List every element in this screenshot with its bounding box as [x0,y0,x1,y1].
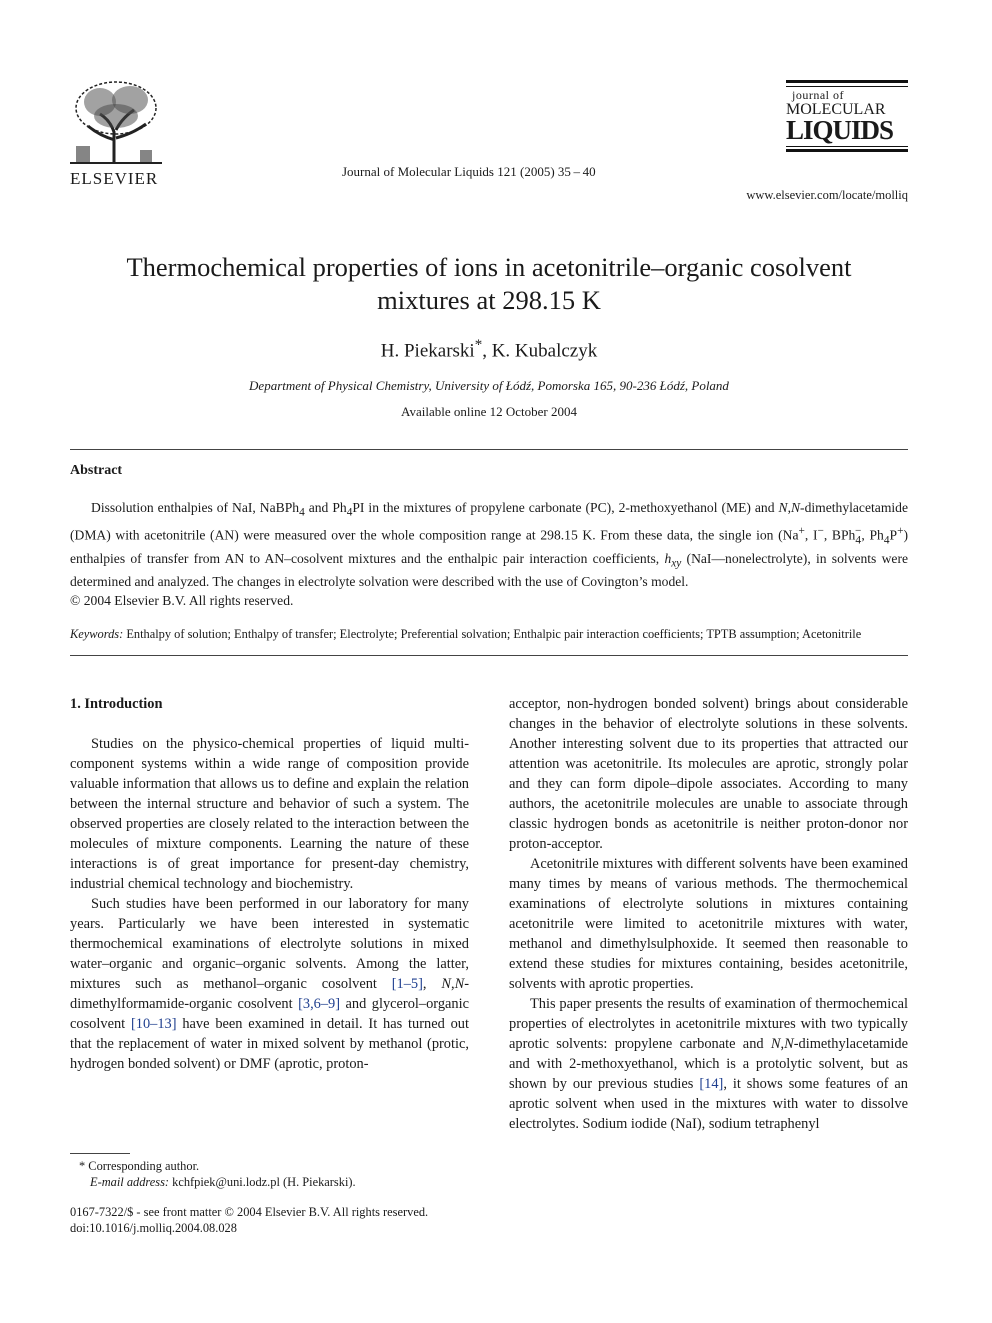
email-label: E-mail address: [90,1175,170,1189]
section-heading-introduction: 1. Introduction [70,696,163,712]
citation-link[interactable]: [3,6–9] [298,996,341,1012]
author-1[interactable]: H. Piekarski [380,340,475,362]
footnote [70,1158,469,1190]
keywords [70,627,908,642]
intro-paragraph-3: Acetonitrile mixtures with different solvents have been examined many times by means of various methods. The thermochemical examinations of electrolyte solutions in mixtures containing acetonitrile were limited to acetonitrile mixtures with water, methanol and dimethylsulphoxide. It seemed then reasonable to extend these studies for mixtures containing, besides acetonitrile, solvents with aprotic properties. [509,856,908,992]
front-matter [70,1204,490,1236]
available-online: Available online 12 October 2004 [401,404,577,419]
column-left [70,694,469,1074]
doi-line[interactable]: doi:10.1016/j.molliq.2004.08.028 [70,1221,237,1235]
keywords-list: Enthalpy of solution; Enthalpy of transfer; Electrolyte; Preferential solvation; Enthalpic pair interaction coefficients; TPTB assumption; Acetonitrile [123,627,862,641]
abstract-paragraph: Dissolution enthalpies of NaI, NaBPh$_4$ and $Ph_4PI$ in the mixtures of propylene carbonate (PC), 2-methoxyethanol (ME) and N,N-dimethylacetamide (DMA) with acetonitrile (AN) were measured over the whole composition range at 298.15 K. From these data, the single ion (Na+, I−, BPh$_4$−, $Ph_4P^+$) enthalpies of transfer from AN to AN–cosolvent mixtures and the enthalpic pair interaction coefficients, $h_{xy}$ (NaI—nonelectrolyte), in solvents were determined and analyzed. The changes in electrolyte solvation were described with the use of Covington’s model. [70,500,908,590]
citation-link[interactable]: [14] [699,1076,724,1092]
divider-bottom [70,655,908,656]
abstract-copyright: © 2004 Elsevier B.V. All rights reserved. [70,593,294,609]
footnote-rule [70,1153,130,1154]
intro-paragraph-4: This paper presents the results of examination of thermochemical properties of electrolytes in acetonitrile mixtures with two typically aprotic solvents: propylene carbonate and N,N-dimethylacetamide and with 2-methoxyethanol, which is a protolytic solvent, but as shown by our previous studies [14], it shows some features of an aprotic solvent when used in the mixtures with water to dissolve electrolytes. Sodium iodide (NaI), sodium tetraphenyl [509,996,908,1132]
footnote-mark: * [79,1159,86,1173]
elsevier-tree-icon [70,80,162,164]
journal-logo-line1: journal of [792,88,844,102]
journal-citation: Journal of Molecular Liquids 121 (2005) 35 – 40 [342,164,596,179]
author-2[interactable]: K. Kubalczyk [491,340,598,362]
title-line-1: Thermochemical properties of ions in acetonitrile–organic cosolvent [126,252,852,282]
publisher-name: ELSEVIER [70,169,159,188]
affiliation: Department of Physical Chemistry, University of Łódź, Pomorska 165, 90-236 Łódź, Poland [249,378,729,393]
journal-logo-line2: MOLECULAR [786,101,886,118]
citation-link[interactable]: [1–5] [391,976,423,992]
email-address[interactable]: kchfpiek@uni.lodz.pl (H. Piekarski). [169,1175,356,1189]
column-right [509,694,908,1134]
journal-url[interactable]: www.elsevier.com/locate/molliq [746,188,908,202]
citation-link[interactable]: [10–13] [130,1016,177,1032]
intro-paragraph-1: Studies on the physico-chemical properties of liquid multi-component systems within a wide range of composition provide valuable information that allows us to define and explain the relation between the internal structure and behavior of such a system. The observed properties are closely related to the interaction between the molecules of mixture components. Learning the nature of these interactions is of great importance for present-day chemistry, industrial chemical technology and biochemistry. [70,736,469,892]
abstract-heading: Abstract [70,463,123,478]
corresponding-author-note: Corresponding author. [85,1159,200,1173]
abstract-body [70,499,908,611]
issn-line: 0167-7322/$ - see front matter © 2004 Elsevier B.V. All rights reserved. [70,1205,429,1219]
divider-top [70,449,908,450]
author-separator: , [482,340,492,362]
journal-logo [786,80,908,160]
intro-paragraph-2: Such studies have been performed in our laboratory for many years. Particularly we have been interested in systematic thermochemical examinations of electrolyte solutions in mixed water–organic and organic–organic solvents. Among the latter, mixtures such as methanol–organic cosolvent [1–5], N,N-dimethylformamide-organic cosolvent [3,6–9] and glycerol–organic cosolvent [10–13] have been examined in detail. It has turned out that the replacement of water in mixed solvent by methanol (protic, hydrogen bonded solvent) or DMF (aprotic, proton- [70,896,469,1072]
article-title [70,251,908,317]
elsevier-logo [70,80,162,188]
corresponding-mark[interactable]: * [474,337,483,353]
keywords-label: Keywords: [70,627,124,641]
authors [70,337,908,362]
journal-logo-line3: LIQUIDS [786,115,894,145]
intro-paragraph-2-continued: acceptor, non-hydrogen bonded solvent) brings about considerable changes in the behavior of electrolyte solutions in these solvents. Another interesting solvent due to its properties that attracted our attention was acetonitrile. Its molecules are aprotic, strongly polar and they can form dipole–dipole associates. According to many authors, the acetonitrile molecules are unable to associate through classic hydrogen bonds as acetonitrile is neither proton-donor nor proton-acceptor. [509,696,908,852]
title-line-2: mixtures at 298.15 K [377,285,601,315]
